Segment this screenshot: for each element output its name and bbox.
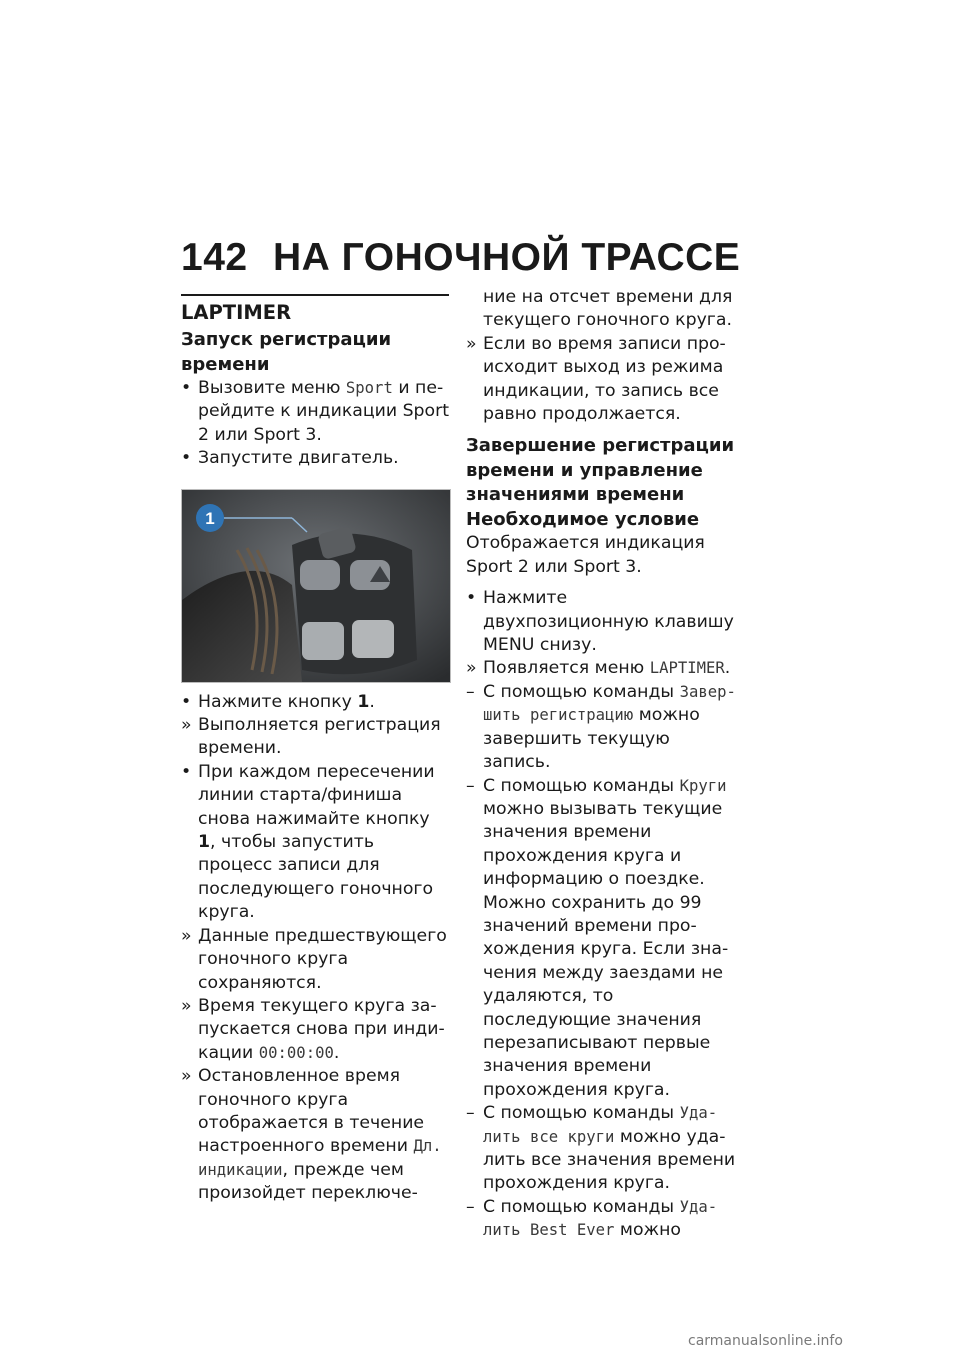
list-item: – С помощью команды Удалить Best Ever можно bbox=[466, 1196, 718, 1241]
figure-callout: 1 bbox=[205, 508, 215, 528]
list-item: – С помощью команды Удалить все круги можно удалить все значения времени прохождения круга. bbox=[466, 1103, 736, 1194]
continuation-text: ние на отсчет времени для текущего гоночного круга. bbox=[483, 287, 733, 331]
page-number: 142 bbox=[181, 236, 248, 279]
left-column bbox=[181, 294, 449, 1206]
section-rule bbox=[181, 294, 449, 296]
handlebar-switch-photo bbox=[181, 489, 451, 683]
condition-title: Необходимое условие bbox=[466, 508, 700, 530]
list-item: • Нажмите кнопку 1. bbox=[181, 691, 375, 712]
list-item: – С помощью команды Завершить регистрацию можно завершить текущую запись. bbox=[466, 681, 736, 773]
watermark: carmanualsonline.info bbox=[688, 1333, 843, 1349]
handlebar-switch-illustration bbox=[182, 490, 450, 682]
subsection-title: Запуск регистрации времени bbox=[181, 329, 392, 375]
chapter-title: НА ГОНОЧНОЙ ТРАССЕ bbox=[273, 236, 741, 279]
list-item: » Выполняется регистрация времени. bbox=[181, 715, 441, 759]
list-item: » Появляется меню LAPTIMER. bbox=[466, 658, 731, 679]
section-title: LAPTIMER bbox=[181, 301, 292, 324]
list-item: » Остановленное время гоночного круга отображается в течение настроенного времени Дл. индикации, прежде чем произойдет переключе- bbox=[181, 1066, 442, 1204]
list-item: • Нажмите двухпозиционную клавишу MENU снизу. bbox=[466, 588, 734, 656]
list-item: » Если во время записи происходит выход из режима индикации, то запись все равно продолжается. bbox=[466, 333, 726, 425]
list-item: • Запустите двигатель. bbox=[181, 448, 399, 469]
list-item: – С помощью команды Круги можно вызывать текущие значения времени прохождения круга и информацию о поездке. Можно сохранить до 99 значений времени прохождения круга. Если значения между заездами не удаляются, то последующие значения перезаписывают первые значения времени прохождения круга. bbox=[466, 775, 729, 1100]
page-header bbox=[181, 236, 781, 284]
list-item: • Вызовите меню Sport и перейдите к индикации Sport 2 или Sport 3. bbox=[181, 378, 449, 445]
condition-text: Отображается индикация Sport 2 или Sport 3. bbox=[466, 533, 705, 577]
list-item: • При каждом пересечении линии старта/финиша снова нажимайте кнопку 1, чтобы запустить процесс записи для последующего гоночного круга. bbox=[181, 761, 435, 923]
right-column bbox=[466, 286, 738, 1243]
subsection-title: Завершение регистрации времени и управление значениями времени bbox=[466, 435, 735, 506]
list-item: » Время текущего круга запускается снова при индикации 00:00:00. bbox=[181, 995, 445, 1063]
list-item: » Данные предшествующего гоночного круга сохраняются. bbox=[181, 925, 447, 993]
